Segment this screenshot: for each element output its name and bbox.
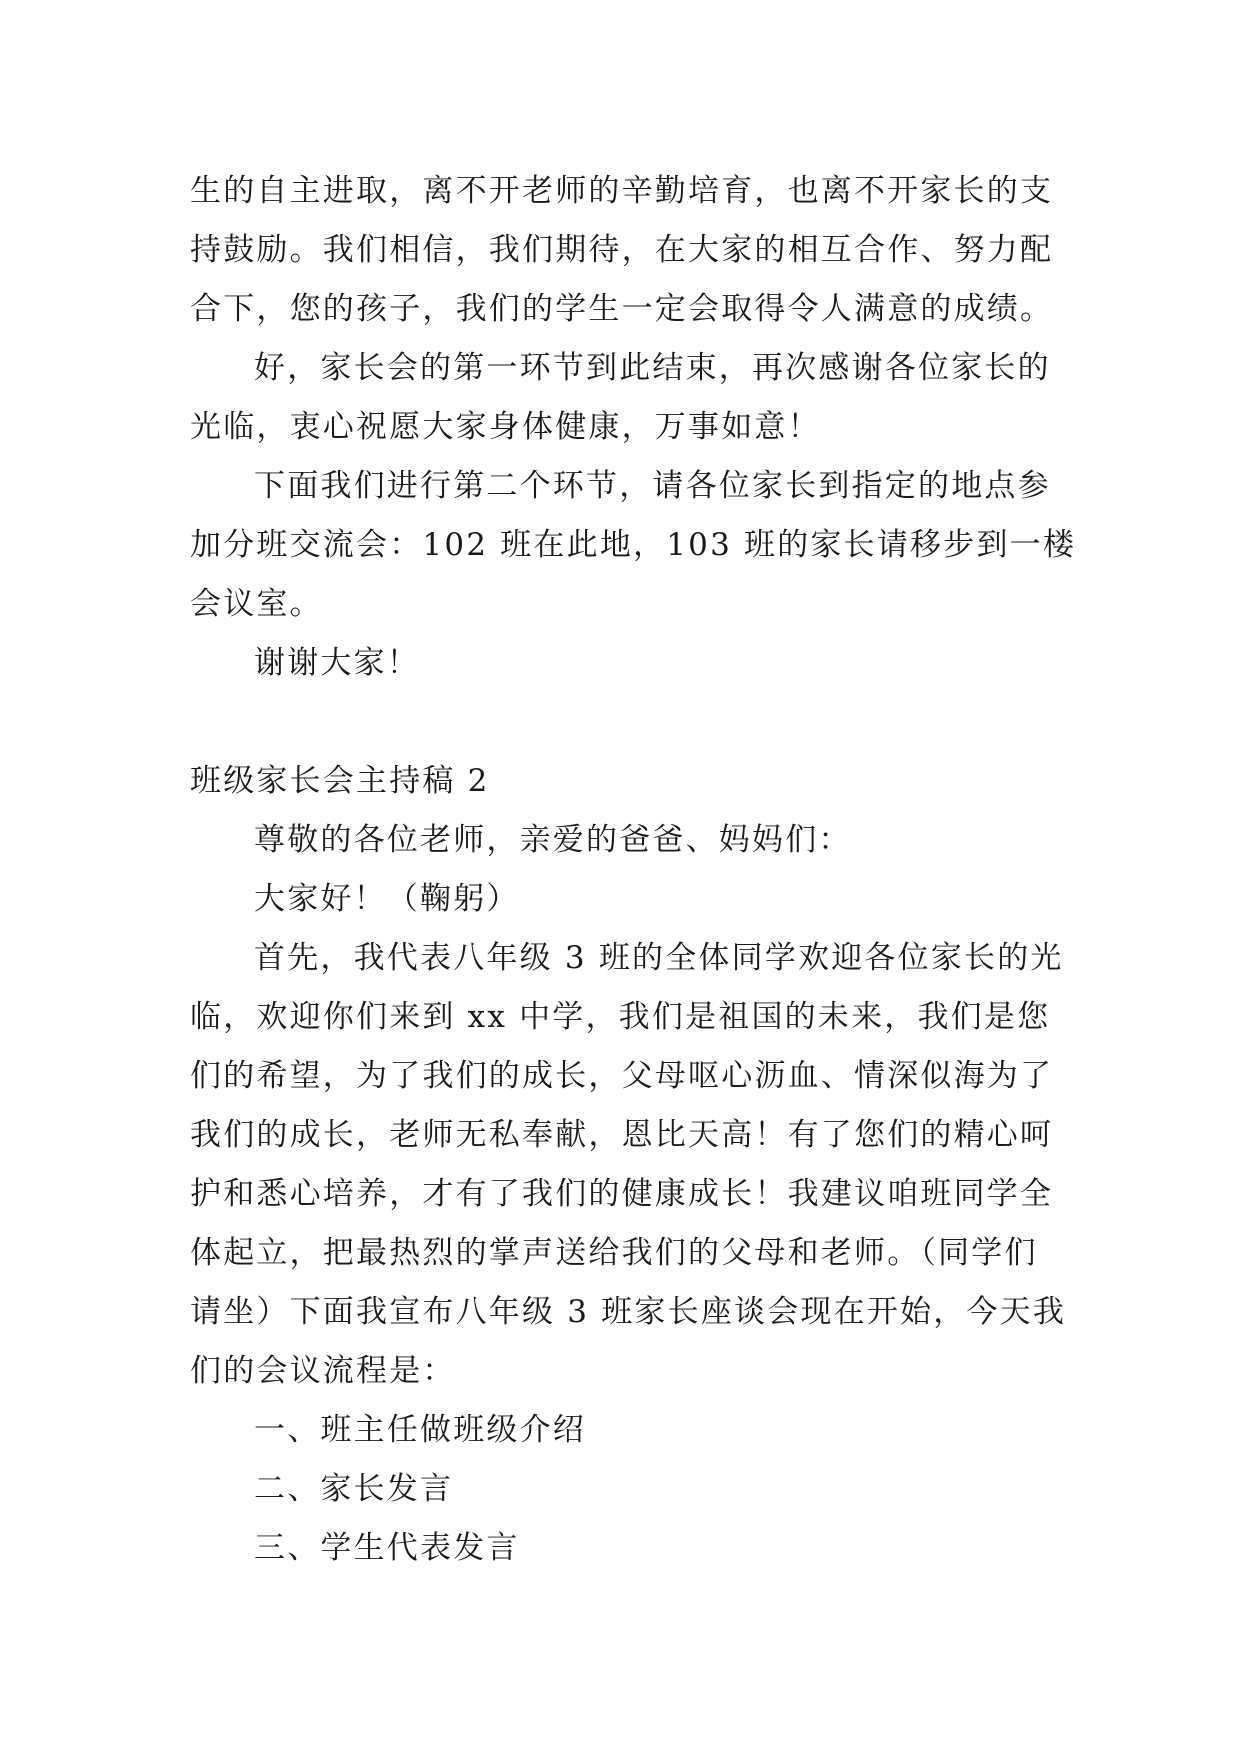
paragraph-line: 下面我们进行第二个环节，请各位家长到指定的地点参 <box>254 468 1051 504</box>
section-title: 班级家长会主持稿 2 <box>190 763 490 799</box>
list-item: 二、家长发言 <box>254 1471 454 1507</box>
paragraph-line: 生的自主进取，离不开老师的辛勤培育，也离不开家长的支 <box>190 173 1054 209</box>
list-item: 三、学生代表发言 <box>254 1530 520 1566</box>
paragraph-line: 临，欢迎你们来到 xx 中学，我们是祖国的未来，我们是您 <box>190 999 1051 1035</box>
paragraph-line: 会议室。 <box>190 586 323 622</box>
paragraph-line: 大家好！（鞠躬） <box>254 881 520 917</box>
paragraph-line: 尊敬的各位老师，亲爱的爸爸、妈妈们： <box>254 822 852 858</box>
list-item: 一、班主任做班级介绍 <box>254 1412 586 1448</box>
paragraph-line: 谢谢大家！ <box>254 645 420 681</box>
paragraph-line: 加分班交流会：102 班在此地，103 班的家长请移步到一楼 <box>190 527 1077 563</box>
paragraph-line: 我们的成长，老师无私奉献，恩比天高！有了您们的精心呵 <box>190 1117 1054 1153</box>
document-body <box>190 162 1077 1578</box>
paragraph-line: 合下，您的孩子，我们的学生一定会取得令人满意的成绩。 <box>190 291 1054 327</box>
paragraph-line: 持鼓励。我们相信，我们期待，在大家的相互合作、努力配 <box>190 232 1054 268</box>
paragraph-line: 体起立，把最热烈的掌声送给我们的父母和老师。（同学们 <box>190 1235 1038 1271</box>
paragraph-line: 护和悉心培养，才有了我们的健康成长！我建议咱班同学全 <box>190 1176 1054 1212</box>
paragraph-line: 们的会议流程是： <box>190 1353 456 1389</box>
paragraph-line: 好，家长会的第一环节到此结束，再次感谢各位家长的 <box>254 350 1051 386</box>
paragraph-line: 首先，我代表八年级 3 班的全体同学欢迎各位家长的光 <box>254 940 1064 976</box>
paragraph-line: 光临，衷心祝愿大家身体健康，万事如意！ <box>190 409 821 445</box>
paragraph-line: 们的希望，为了我们的成长，父母呕心沥血、情深似海为了 <box>190 1058 1054 1094</box>
section-spacer <box>190 693 1070 752</box>
paragraph-line: 请坐）下面我宣布八年级 3 班家长座谈会现在开始，今天我 <box>190 1294 1067 1330</box>
